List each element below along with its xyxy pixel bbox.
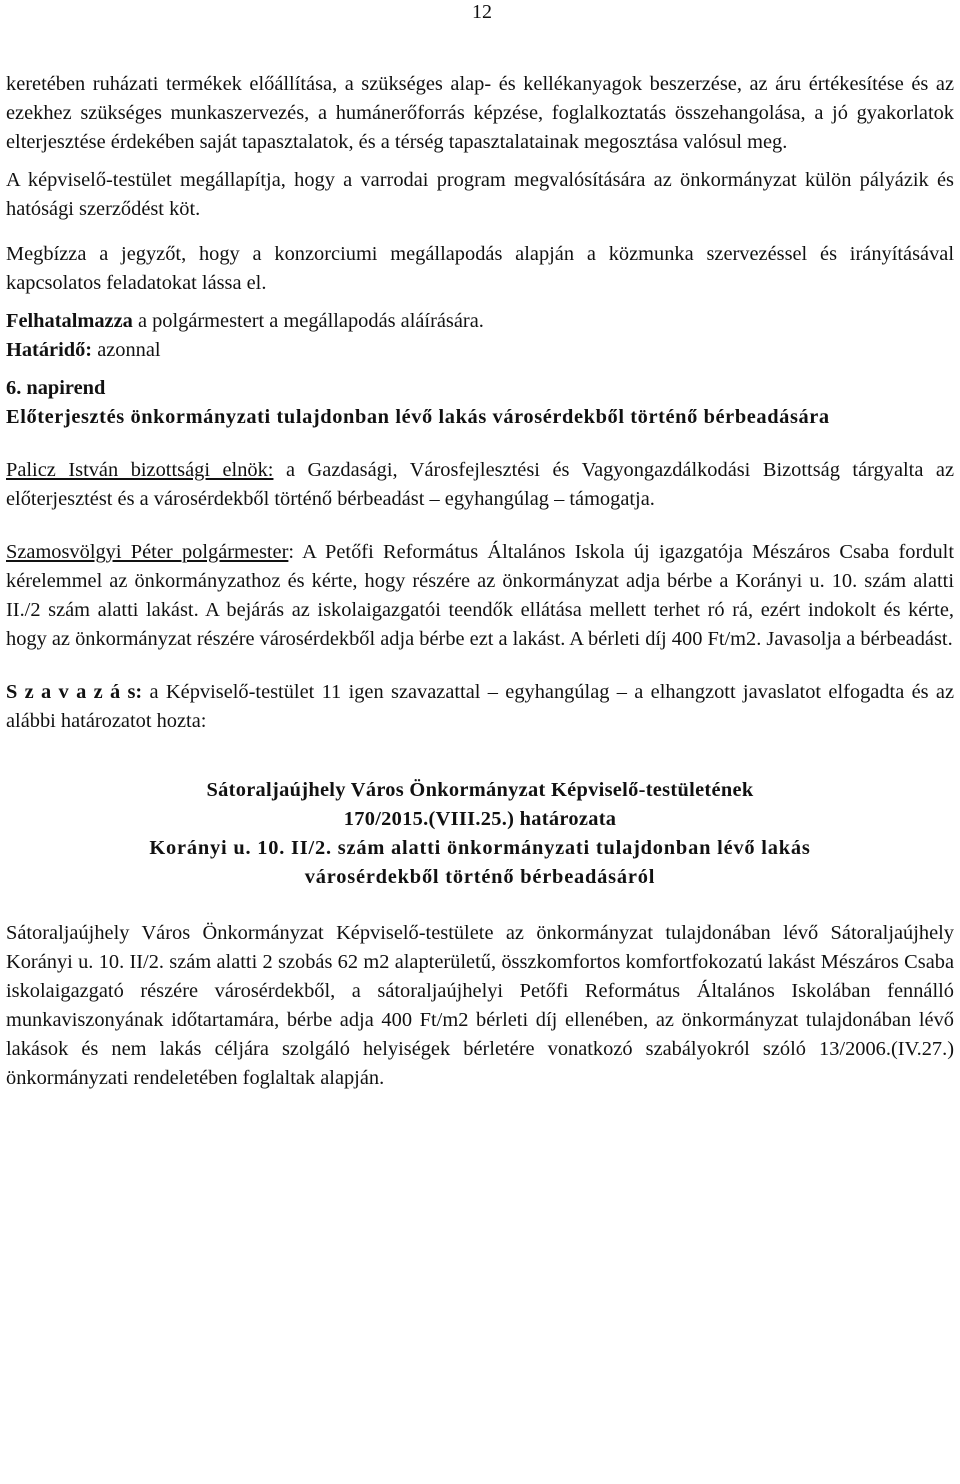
decision-issuer: Sátoraljaújhely Város Önkormányzat Képviselő-testületének [206,779,754,801]
speaker-szamosvolgyi-peter: Szamosvölgyi Péter polgármester [6,541,289,563]
decision-subject-line1: Korányi u. 10. II/2. szám alatti önkormányzati tulajdonban lévő lakás [149,837,811,859]
document-body [6,70,954,1093]
felhatalmazas-text: a polgármestert a megállapodás aláírására. [132,310,484,332]
napirend-title: Előterjesztés önkormányzati tulajdonban lévő lakás városérdekből történő bérbeadására [6,406,830,428]
decision-number: 170/2015.(VIII.25.) határozata [343,808,617,830]
napirend-number: 6. napirend [6,377,106,399]
decision-heading-block [6,763,954,892]
paragraph-kepviselo-testulet-megallapitja: A képviselő-testület megállapítja, hogy a varrodai program megvalósítására az önkormányzat külön pályázik és hatósági szerződést köt. [6,169,954,220]
decision-subject-line2: városérdekből történő bérbeadásáról [304,866,656,888]
paragraph-varrodai-program-intro: keretében ruházati termékek előállítása, a szükséges alap- és kellékanyagok beszerzése, az áru értékesítése és az ezekhez szükséges munkaszervezés, a humánerőforrás képzése, foglalkoztatás összehangolása, a jó gyakorlatok elterjesztése érdekében saját tapasztalatok, és a térség tapasztalatainak megosztása valósul meg. [6,73,954,153]
szavazas-text: a Képviselő-testület 11 igen szavazattal – egyhangúlag – a elhangzott javaslatot elfogadta és az alábbi határozatot hozta: [6,681,954,732]
hatarido-label: Határidő: [6,339,93,361]
speaker-palicz-istvan: Palicz István bizottsági elnök: [6,459,274,481]
szavazas-label: S z a v a z á s: [6,681,143,703]
speech-bizottsagi-elnok [6,456,954,514]
hatarido-value: azonnal [92,339,161,361]
decision-body: Sátoraljaújhely Város Önkormányzat Képviselő-testülete az önkormányzat tulajdonában lévő Sátoraljaújhely Korányi u. 10. II/2. szám alatti 2 szobás 62 m2 alapterületű, összkomfortos komfortfokozatú lakást Mészáros Csaba iskolaigazgató részére városérdekből, a sátoraljaújhelyi Petőfi Református Általános Iskolában fennálló munkaviszonyának időtartamára, bérbe adja 400 Ft/m2 bérleti díj ellenében, az önkormányzat tulajdonában lévő lakások és nem lakás céljára szolgáló helyiségek bérletére vonatkozó szabályokról szóló 13/2006.(IV.27.) önkormányzati rendeletében foglaltak alapján. [6,922,954,1089]
speech-polgarmester [6,538,954,654]
paragraph-jegyzo-megbizas: Megbízza a jegyzőt, hogy a konzorciumi megállapodás alapján a közmunka szervezéssel és irányításával kapcsolatos feladatokat lássa el. [6,243,954,294]
felhatalmazza-label: Felhatalmazza [6,310,133,332]
speech-text: a Gazdasági, Városfejlesztési és Vagyongazdálkodási Bizottság tárgyalta az előterjesztést és a városérdekből történő bérbeadást – egyhangúlag – támogatja. [6,459,954,510]
paragraph-hatarido [6,336,954,365]
page-number: 12 [472,1,492,23]
speech-text: : A Petőfi Református Általános Iskola új igazgatója Mészáros Csaba fordult kérelemmel az önkormányzathoz és kérte, hogy részére az önkormányzat adja bérbe a Korányi u. 10. szám alatti II./2 szám alatti lakást. A bejárás az iskolaigazgatói teendők ellátása mellett terhet ró rá, ezért indokolt és kérte, hogy az önkormányzat részére városérdekből adja bérbe ezt a lakást. A bérleti díj 400 Ft/m2. Javasolja a bérbeadást. [6,541,954,650]
paragraph-szavazas [6,678,954,736]
paragraph-felhatalmazas [6,307,954,336]
